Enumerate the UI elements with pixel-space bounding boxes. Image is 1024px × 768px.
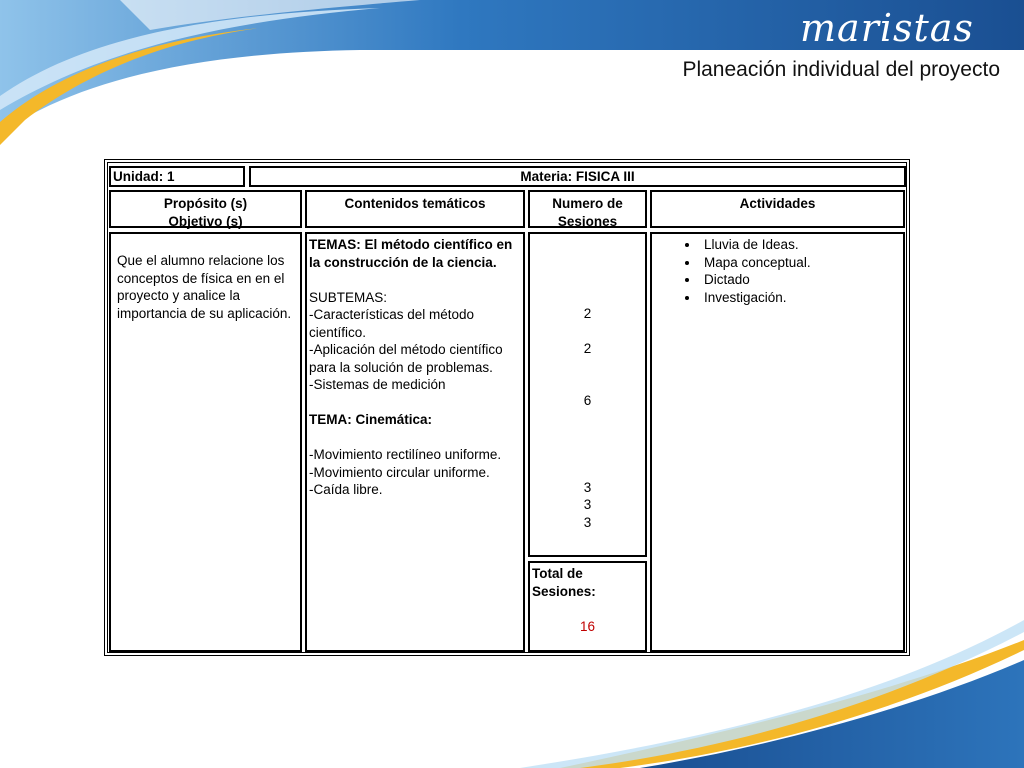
- sesion-value: 2: [583, 341, 592, 356]
- header-actividades: Actividades: [650, 190, 905, 228]
- subtema-2: -Aplicación del método científico para la solución de problemas.: [309, 342, 507, 375]
- header-proposito-line2: Objetivo (s): [168, 213, 243, 229]
- maristas-logo: maristas: [800, 6, 974, 50]
- proposito-cell: [109, 232, 302, 652]
- sesion-value: 6: [583, 393, 592, 408]
- materia-cell: Materia: FISICA III: [249, 166, 906, 187]
- header-sesiones-line2: Sesiones: [557, 213, 618, 229]
- unidad-cell: Unidad: 1: [109, 166, 245, 187]
- sesion-value: 2: [583, 306, 592, 321]
- sesion-value: 3: [583, 497, 592, 512]
- tema-2: TEMA: Cinemática:: [309, 412, 433, 427]
- header-contenidos: Contenidos temáticos: [305, 190, 525, 228]
- actividades-list: [656, 236, 899, 306]
- list-item: • Lluvia de Ideas.: [700, 236, 899, 254]
- sesiones-cell: [528, 232, 647, 557]
- subtemas-label: SUBTEMAS:: [309, 289, 388, 305]
- total-sesiones-cell: [528, 561, 647, 652]
- contenidos-cell: [305, 232, 525, 652]
- subtema-5: -Movimiento circular uniforme.: [309, 464, 490, 480]
- total-label: Total de Sesiones:: [532, 566, 596, 599]
- sesion-value: 3: [583, 480, 592, 495]
- header-sesiones-line1: Numero de: [552, 196, 623, 211]
- list-item: • Dictado: [700, 271, 899, 289]
- header-proposito-line1: Propósito (s): [163, 196, 248, 211]
- subtema-4: -Movimiento rectilíneo uniforme.: [309, 447, 502, 462]
- proposito-text: Que el alumno relacione los conceptos de física en en el proyecto y analice la importancia de su aplicación.: [117, 253, 292, 321]
- sesion-value: 3: [583, 515, 592, 530]
- subtema-3: -Sistemas de medición: [309, 377, 446, 392]
- header-proposito: [109, 190, 302, 228]
- list-item: • Investigación.: [700, 289, 899, 307]
- tema-1: TEMAS: El método científico en la construcción de la ciencia.: [309, 237, 517, 270]
- header-sesiones: [528, 190, 647, 228]
- subtema-1: -Características del método científico.: [309, 307, 478, 340]
- subtema-6: -Caída libre.: [309, 482, 383, 497]
- actividades-cell: [650, 232, 905, 652]
- page-title: Planeación individual del proyecto: [682, 58, 1000, 81]
- list-item: • Mapa conceptual.: [700, 254, 899, 272]
- total-value: 16: [579, 618, 596, 634]
